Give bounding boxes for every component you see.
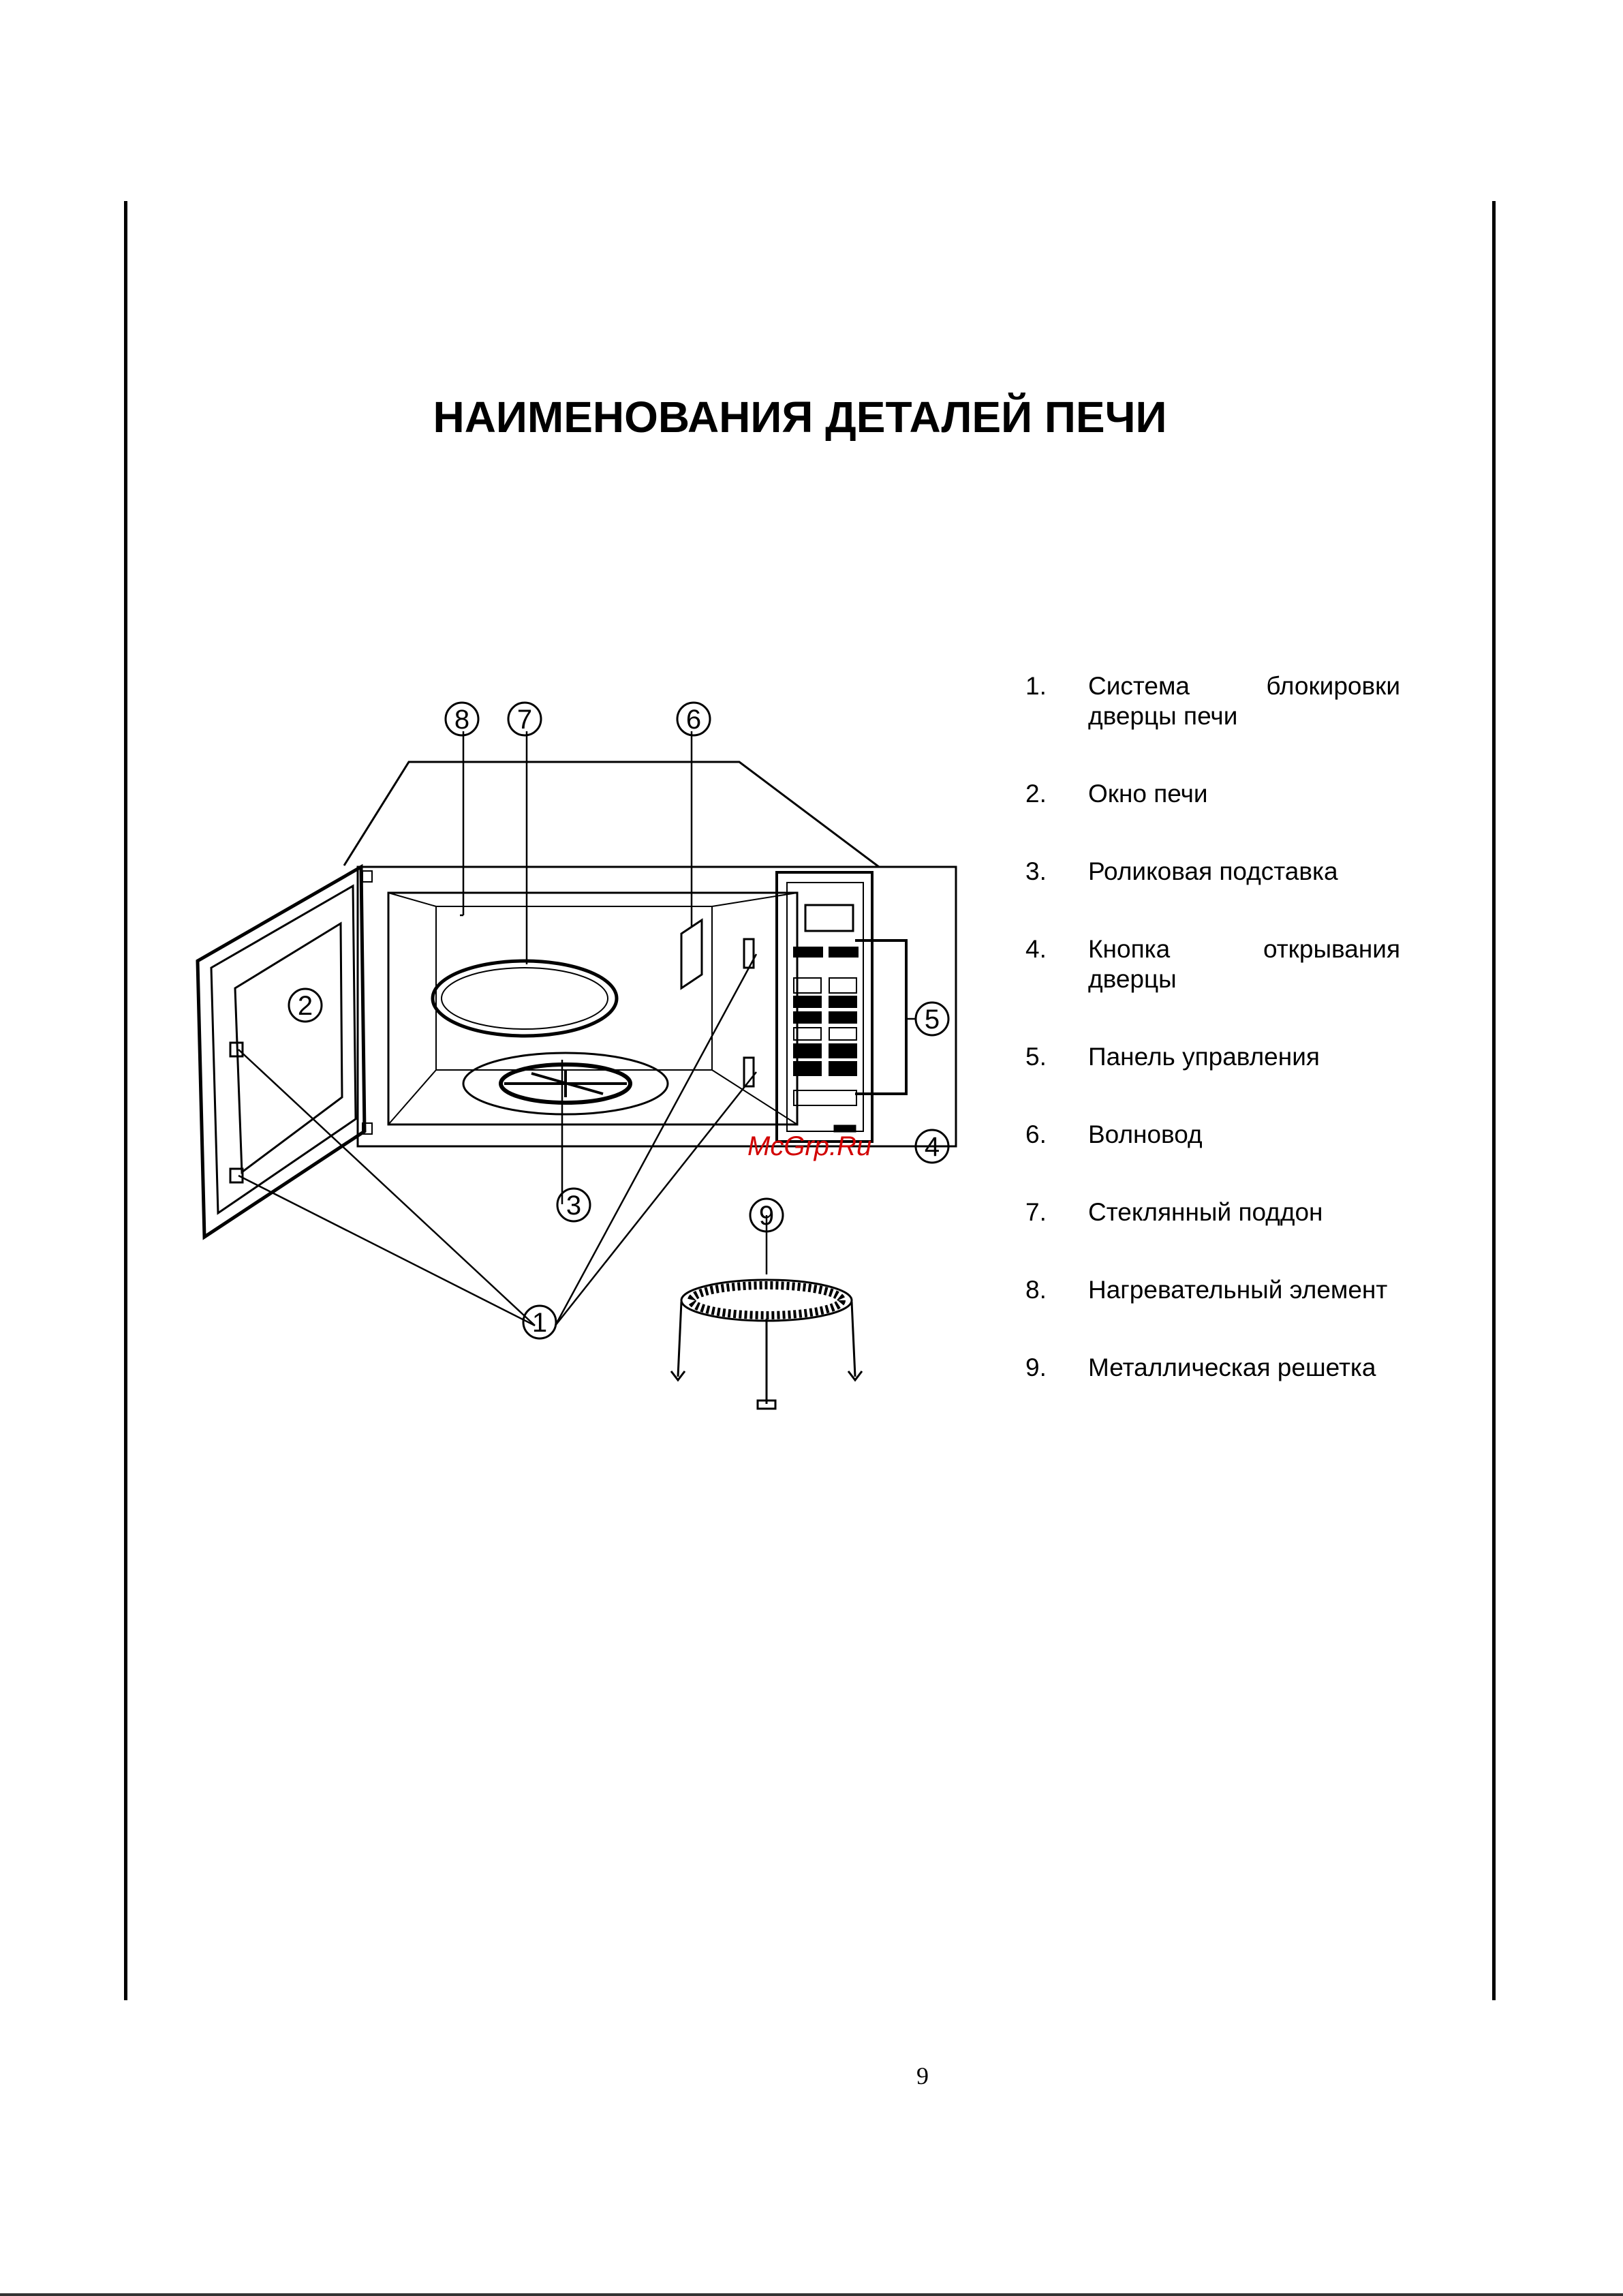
glass-tray <box>433 961 617 1036</box>
legend-item <box>1025 671 1400 731</box>
legend-number: 5. <box>1025 1043 1047 1071</box>
control-panel <box>777 872 872 1142</box>
legend-number: 7. <box>1025 1198 1047 1226</box>
page-title: НАИМЕНОВАНИЯ ДЕТАЛЕЙ ПЕЧИ <box>433 393 1167 442</box>
microwave-diagram <box>184 688 968 1424</box>
legend-text: Система блокировки дверцы печи <box>1088 672 1400 730</box>
legend-item <box>1025 1353 1400 1383</box>
callout-2: 2 <box>297 991 313 1021</box>
legend-number: 9. <box>1025 1353 1047 1381</box>
legend-number: 8. <box>1025 1276 1047 1304</box>
oven-door <box>198 867 365 1237</box>
oven-top-outline <box>344 762 879 867</box>
legend-item <box>1025 1042 1400 1072</box>
legend-number: 1. <box>1025 672 1047 700</box>
callout-4: 4 <box>924 1132 940 1162</box>
legend-number: 6. <box>1025 1120 1047 1148</box>
footer-bar <box>0 2293 1623 2296</box>
callout-1: 1 <box>531 1308 548 1338</box>
legend-text: Роликовая подставка <box>1088 857 1338 885</box>
legend-item <box>1025 779 1400 809</box>
waveguide-plate <box>681 920 702 988</box>
legend-text: Окно печи <box>1088 780 1208 808</box>
legend-item <box>1025 1275 1400 1305</box>
callout-8: 8 <box>454 705 470 735</box>
legend-number: 4. <box>1025 935 1047 963</box>
legend-number: 3. <box>1025 857 1047 885</box>
parts-legend <box>1025 671 1400 1430</box>
display <box>805 905 853 931</box>
legend-text: Волновод <box>1088 1120 1203 1148</box>
page-border-left <box>124 201 127 2000</box>
page-border-right <box>1492 201 1496 2000</box>
metal-rack <box>671 1280 862 1409</box>
callout-7: 7 <box>516 705 533 735</box>
callout-9: 9 <box>758 1201 775 1231</box>
legend-text: Нагревательный элемент <box>1088 1276 1388 1304</box>
cavity-back-wall <box>436 906 712 1070</box>
callout-5: 5 <box>924 1005 940 1035</box>
legend-text: Кнопка открывания дверцы <box>1088 935 1400 993</box>
callout-3: 3 <box>566 1191 582 1221</box>
callout-6: 6 <box>685 705 702 735</box>
legend-item <box>1025 1120 1400 1150</box>
oven-front-frame <box>358 867 956 1146</box>
legend-item <box>1025 934 1400 994</box>
page-number: 9 <box>916 2062 929 2090</box>
legend-item <box>1025 1197 1400 1227</box>
legend-text: Панель управления <box>1088 1043 1320 1071</box>
legend-text: Стеклянный поддон <box>1088 1198 1323 1226</box>
legend-text: Металлическая решетка <box>1088 1353 1376 1381</box>
legend-item <box>1025 857 1400 887</box>
watermark: McGrp.Ru <box>747 1131 872 1161</box>
legend-number: 2. <box>1025 780 1047 808</box>
door-open-button <box>835 1126 855 1131</box>
